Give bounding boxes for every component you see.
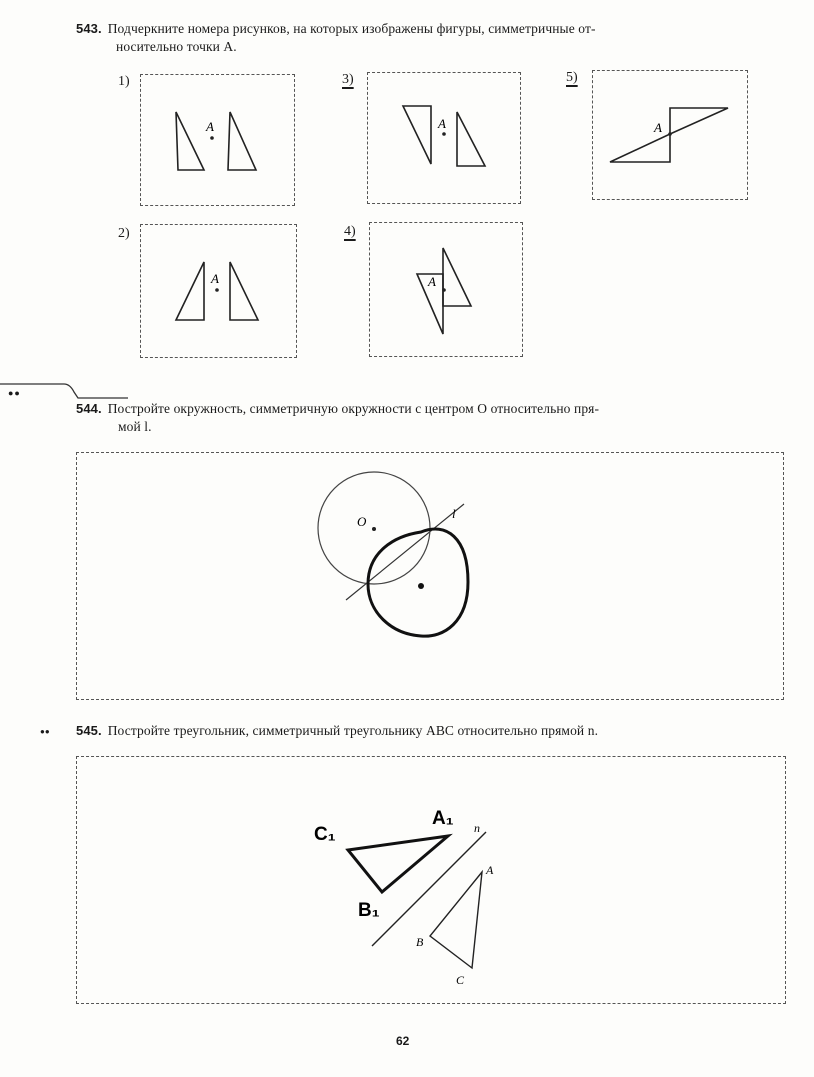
label-c1: C₁ [314, 824, 336, 845]
task-545-text [76, 722, 786, 740]
figure-5-triangle-upper [670, 108, 728, 134]
triangle-abc [430, 872, 482, 968]
symmetric-circle [368, 529, 468, 636]
task-545-marker: ●● [40, 727, 50, 736]
figure-2-triangle-left [176, 262, 204, 320]
line-n-label: n [474, 821, 480, 835]
figure-1-point-label: A [206, 119, 214, 134]
original-center-point [372, 527, 376, 531]
line-l-label: l [452, 506, 456, 521]
figure-1-drawing [140, 74, 295, 206]
task-543-line1: Подчеркните номера рисунков, на которых изображены фигуры, симметричные от- [107, 21, 596, 36]
figure-4-label: 4) [344, 224, 356, 239]
figure-1-triangle-right [228, 112, 256, 170]
figure-5-point [668, 132, 672, 136]
figure-2-triangle-right [230, 262, 258, 320]
task-543-text [76, 20, 776, 56]
label-a: A [486, 863, 494, 877]
figure-5-triangle-lower [610, 134, 670, 162]
figure-2-drawing [140, 224, 297, 358]
figure-1-triangle-left [176, 112, 204, 170]
figure-5-drawing [592, 70, 748, 200]
label-b: B [416, 935, 424, 949]
task-545-line: Постройте треугольник, симметричный треугольнику ABC относительно прямой n. [107, 723, 599, 738]
figure-3-point-label: A [438, 116, 446, 131]
figure-4-drawing [369, 222, 523, 357]
figure-5-point-label: A [654, 120, 662, 135]
task-544-number: 544. [76, 401, 102, 416]
task-543-number: 543. [76, 21, 102, 36]
task-544-line2: мой l. [118, 419, 152, 434]
task-544-marker: ●● [8, 388, 21, 398]
task-545-number: 545. [76, 723, 102, 738]
figure-3-drawing [367, 72, 521, 204]
figure-4-triangle-upper [443, 248, 471, 306]
figure-1-point [210, 136, 214, 140]
task-544-text [76, 400, 786, 436]
task-544-drawing [76, 452, 784, 700]
task-545-drawing [76, 756, 786, 1004]
task-543-line2: носительно точки A. [116, 39, 237, 54]
original-center-label: O [357, 514, 367, 529]
figure-1-label: 1) [118, 74, 130, 89]
figure-4-point [442, 288, 446, 292]
figure-3-triangle-right [457, 112, 485, 166]
figure-3-label: 3) [342, 72, 354, 87]
figure-2-label: 2) [118, 226, 130, 241]
label-c: C [456, 973, 465, 987]
label-a1: A₁ [432, 808, 454, 829]
figure-3-triangle-left [403, 106, 431, 164]
figure-3-point [442, 132, 446, 136]
figure-5-label: 5) [566, 70, 578, 85]
figure-4-point-label: A [428, 274, 436, 289]
page-number: 62 [396, 1034, 410, 1048]
task-544-line1: Постройте окружность, симметричную окружности с центром O относительно пря- [107, 401, 600, 416]
symmetric-center-point [418, 583, 424, 589]
figure-2-point [215, 288, 219, 292]
figure-2-point-label: A [211, 271, 219, 286]
triangle-a1b1c1 [348, 836, 448, 892]
label-b1: B₁ [358, 900, 380, 921]
